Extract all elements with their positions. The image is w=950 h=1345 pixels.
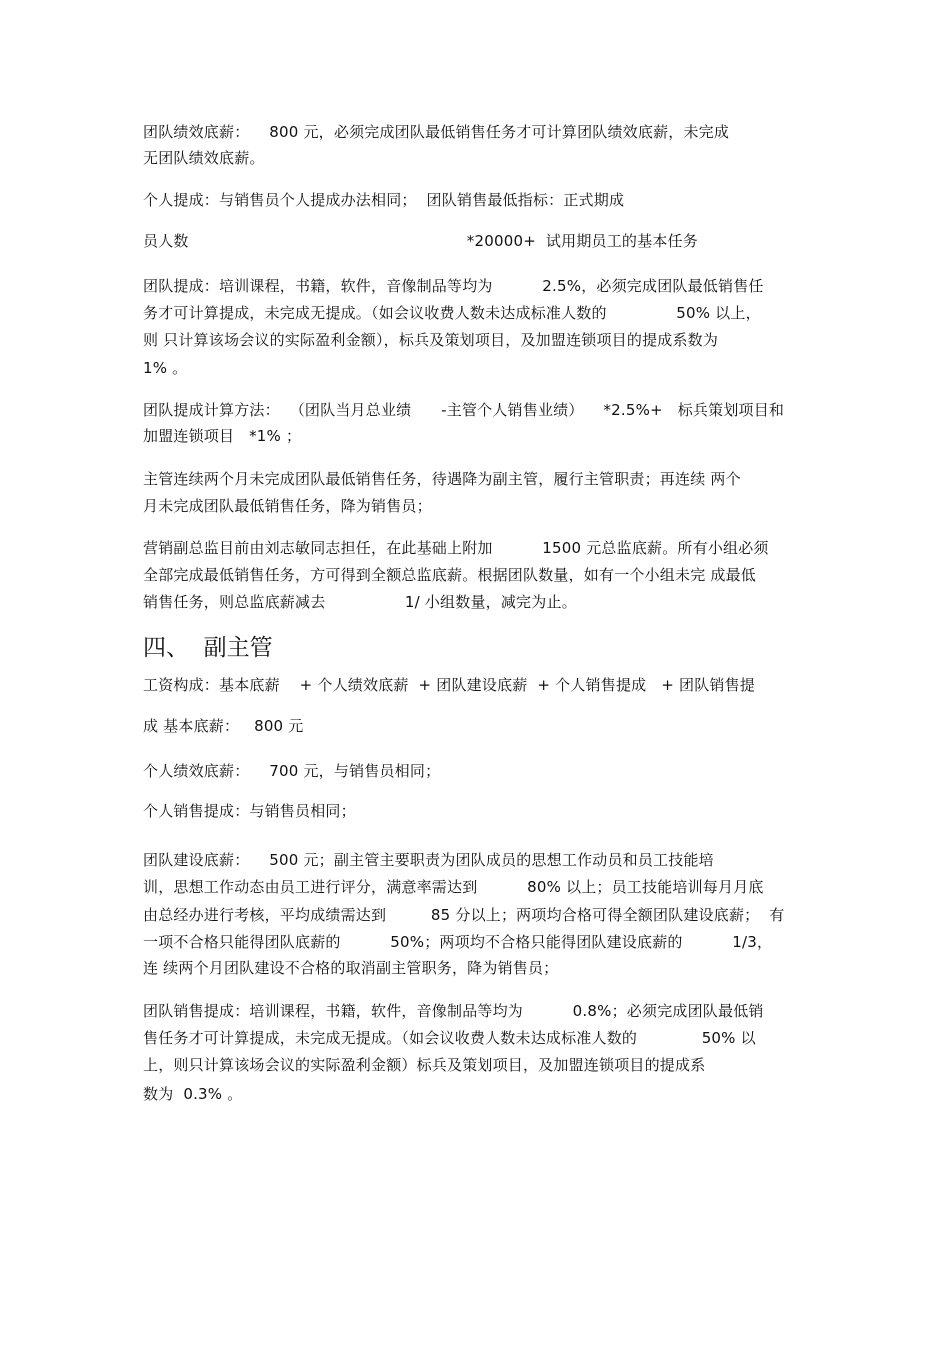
paragraph-line: 全部完成最低销售任务，方可得到全额总监底薪。根据团队数量，如有一个小组未完 成最低 <box>143 566 756 584</box>
section-heading: 四、 副主管 <box>143 635 273 661</box>
paragraph-line: 连 续两个月团队建设不合格的取消副主管职务，降为销售员； <box>143 959 559 977</box>
paragraph-line: 一项不合格只能得团队底薪的 50%；两项均不合格只能得团队建设底薪的 1/3， <box>143 933 773 951</box>
paragraph-line: 成 基本底薪： 800 元 <box>143 717 304 735</box>
paragraph-line: 工资构成：基本底薪 + 个人绩效底薪 + 团队建设底薪 + 个人销售提成 + 团队销售提 <box>143 676 755 694</box>
paragraph-line: 加盟连锁项目 *1% ； <box>143 427 302 445</box>
paragraph-line: 个人销售提成：与销售员相同； <box>143 802 356 820</box>
paragraph-line: 团队提成计算方法： （团队当月总业绩 -主管个人销售业绩） *2.5%+ 标兵策划项目和 <box>143 401 785 419</box>
paragraph-line: 团队提成：培训课程，书籍，软件，音像制品等均为 2.5%，必须完成团队最低销售任 <box>143 277 764 295</box>
paragraph-line: 由总经办进行考核，平均成绩需达到 85 分以上；两项均合格可得全额团队建设底薪； 有 <box>143 906 785 924</box>
paragraph-line: 营销副总监目前由刘志敏同志担任，在此基础上附加 1500 元总监底薪。所有小组必须 <box>143 539 769 557</box>
paragraph-line: 训，思想工作动态由员工进行评分，满意率需达到 80% 以上；员工技能培训每月月底 <box>143 878 764 896</box>
paragraph-line: 数为 0.3% 。 <box>143 1085 243 1103</box>
paragraph-line: 员人数 *20000+ 试用期员工的基本任务 <box>143 232 698 250</box>
paragraph-line: 月未完成团队最低销售任务，降为销售员； <box>143 497 432 515</box>
paragraph-line: 销售任务，则总监底薪减去 1/ 小组数量，减完为止。 <box>143 593 577 611</box>
paragraph-line: 团队建设底薪： 500 元；副主管主要职责为团队成员的思想工作动员和员工技能培 <box>143 851 714 869</box>
paragraph-line: 上，则只计算该场会议的实际盈利金额）标兵及策划项目，及加盟连锁项目的提成系 <box>143 1056 706 1074</box>
paragraph-line: 无团队绩效底薪。 <box>143 149 265 167</box>
paragraph-line: 1% 。 <box>143 359 188 377</box>
paragraph-line: 务才可计算提成，未完成无提成。（如会议收费人数未达成标准人数的 50% 以上， <box>143 304 761 322</box>
paragraph-line: 团队绩效底薪： 800 元，必须完成团队最低销售任务才可计算团队绩效底薪，未完成 <box>143 123 730 141</box>
paragraph-line: 个人绩效底薪： 700 元，与销售员相同； <box>143 762 441 780</box>
paragraph-line: 则 只计算该场会议的实际盈利金额），标兵及策划项目，及加盟连锁项目的提成系数为 <box>143 331 719 349</box>
paragraph-line: 主管连续两个月未完成团队最低销售任务，待遇降为副主管，履行主管职责；再连续 两个 <box>143 470 741 488</box>
paragraph-line: 团队销售提成：培训课程，书籍，软件，音像制品等均为 0.8%；必须完成团队最低销 <box>143 1002 764 1020</box>
paragraph-line: 售任务才可计算提成，未完成无提成。（如会议收费人数未达成标准人数的 50% 以 <box>143 1029 756 1047</box>
paragraph-line: 个人提成：与销售员个人提成办法相同； 团队销售最低指标：正式期成 <box>143 191 625 209</box>
